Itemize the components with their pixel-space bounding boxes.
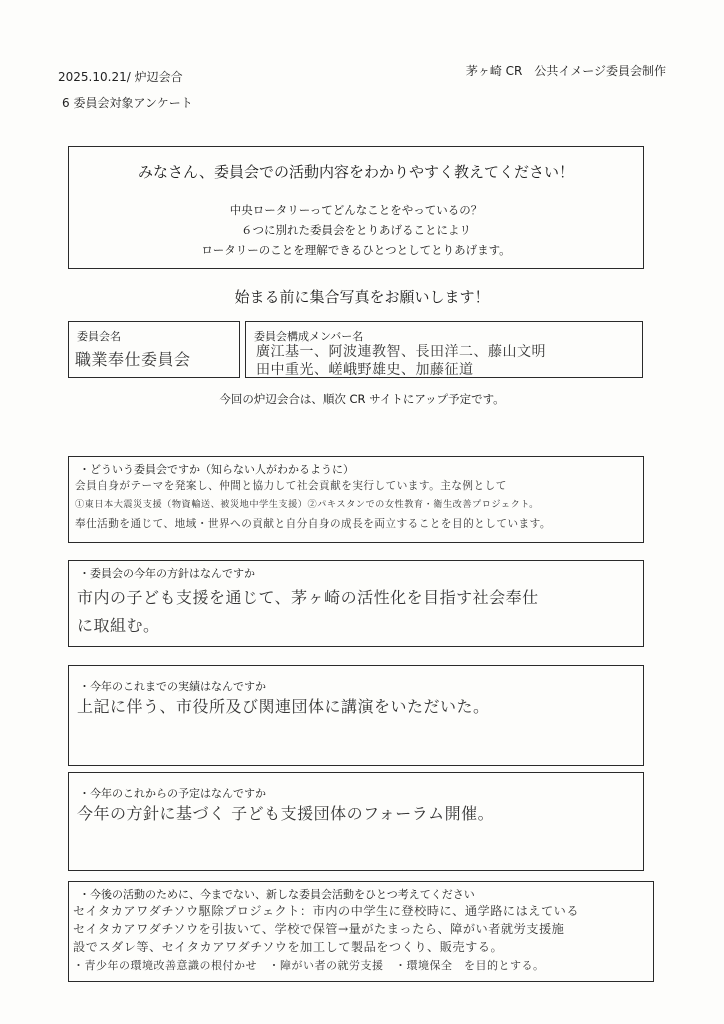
question-4-text: ・今年のこれからの予定はなんですか [79,787,266,800]
question-box-5 [68,881,654,982]
answer-4-line-1: 今年の方針に基づく 子ども支援団体のフォーラム開催。 [77,804,495,823]
committee-name-label: 委員会名 [77,330,121,343]
question-box-4 [68,772,644,871]
answer-5-line-1: セイタカアワダチソウ駆除プロジェクト：市内の中学生に登校時に、通学路にはえている [73,904,580,918]
intro-line-1: 中央ロータリーってどんなことをやっているの？ [229,203,483,217]
intro-title: みなさん、委員会での活動内容をわかりやすく教えてください！ [138,163,574,181]
answer-5-line-3: 設でスダレ等、セイタカアワダチソウを加工して製品をつくり、販売する。 [73,940,504,954]
question-box-1 [68,456,644,543]
question-box-3 [68,665,644,766]
committee-members-box [245,321,643,378]
answer-5-line-4: ・青少年の環境改善意識の根付かせ ・障がい者の就労支援 ・環境保全 を目的とする。 [73,959,545,972]
members-line-1: 廣江基一、阿波連教智、長田洋二、藤山文明 [256,344,546,360]
members-label: 委員会構成メンバー名 [254,330,364,343]
photo-request: 始まる前に集合写真をお願いします！ [234,288,490,306]
intro-box [68,146,644,269]
intro-line-2: ６つに別れた委員会をとりあげることによリ [241,223,471,237]
committee-name-box [68,321,240,378]
question-5-text: ・今後の活動のために、今までない、新しな委員会活動をひとつ考えてください [79,888,475,901]
survey-subtitle: 6 委員会対象アンケート [62,96,193,110]
question-2-text: ・委員会の今年の方針はなんですか [79,567,255,580]
question-3-text: ・今年のこれまでの実績はなんですか [79,680,266,693]
question-1-text: ・どういう委員会ですか（知らない人がわかるように） [79,463,354,476]
answer-2-line-1: 市内の子ども支援を通じて、茅ヶ崎の活性化を目指す社会奉仕 [77,588,539,607]
answer-1-line-3: 奉仕活動を通じて、地域・世界への貢献と自分自身の成長を両立することを目的としています。 [75,518,551,530]
answer-5-line-2: セイタカアワダチソウを引抜いて、学校で保管→量がたまったら、障がい者就労支援施 [73,922,565,936]
members-line-2: 田中重光、嵯峨野雄史、加藤征道 [256,362,474,378]
answer-1-line-1: 会員自身がテーマを発案し、仲間と協力して社会貢献を実行しています。主な例として [75,480,507,492]
answer-2-line-2: に取組む。 [77,616,160,635]
answer-1-line-2: ①東日本大震災支援（物資輸送、被災地中学生支援）②パキスタンでの女性教育・衛生改善プロジェクト。 [75,499,539,510]
answer-3-line-1: 上記に伴う、市役所及び関連団体に講演をいただいた。 [77,697,490,716]
intro-line-3: ロータリーのことを理解できるひとつとしてとりあげます。 [201,243,511,257]
meeting-date-venue: 2025.10.21/ 炉辺会合 [58,70,183,84]
producer-credit: 茅ヶ崎 CR 公共イメージ委員会制作 [465,64,666,78]
upload-note: 今回の炉辺会合は、順次 CR サイトにアップ予定です。 [219,392,505,406]
question-box-2 [68,560,644,647]
committee-name-value: 職業奉仕委員会 [75,350,191,369]
